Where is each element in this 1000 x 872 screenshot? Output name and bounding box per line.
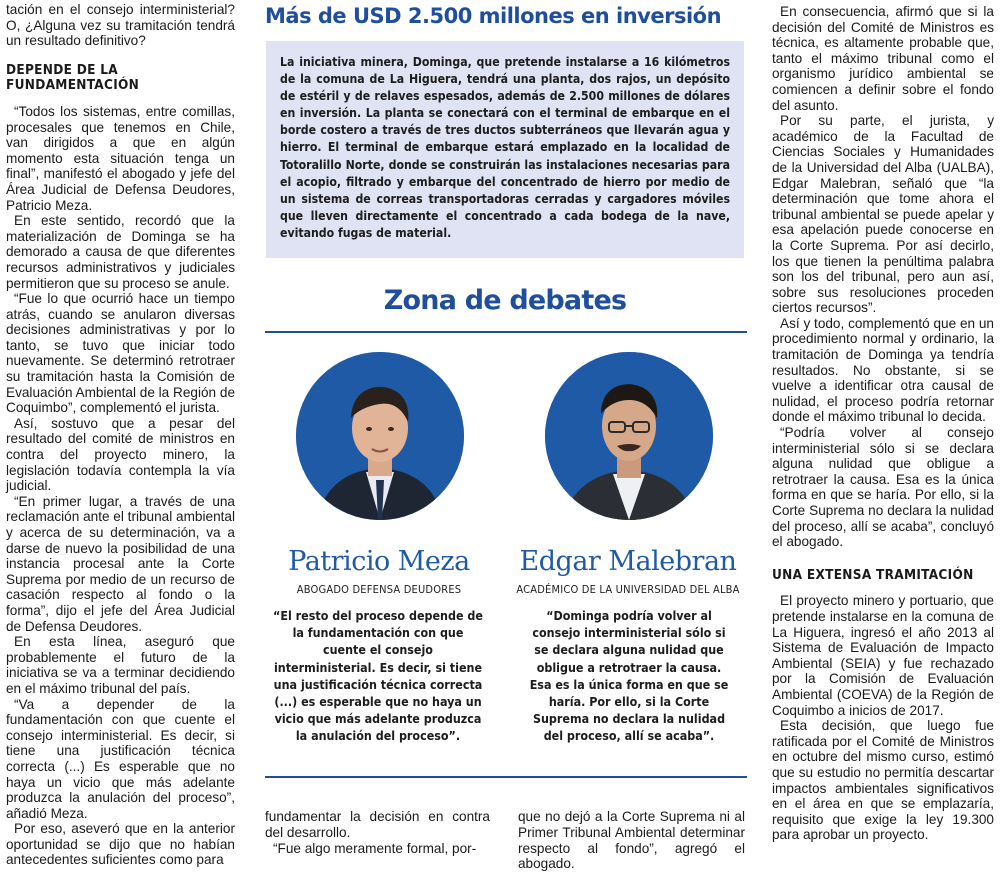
right-paragraph: Así y todo, complementó que en un procedimiento normal y ordinario, la tramitación de Dominga ya tendría resultados. No obstante, si se vuelve a identificar otra causal de nulidad, el proceso podría retornar donde el máximo tribunal lo decida. bbox=[772, 315, 994, 425]
left-column bbox=[6, 2, 235, 868]
investment-box-text: La iniciativa minera, Dominga, que pretende instalarse a 16 kilómetros de la comuna de La Higuera, tendrá una planta, dos rajos, un depósito de estéril y de relaves espesados, además de 2.500 millones de dólares en inversión. La planta se conectará con el terminal de embarque en el borde costero a través de tres ductos subterráneos que llevarán agua y hierro. El terminal de embarque estará emplazado en la localidad de Totoralillo Norte, donde se construirán las instalaciones necesarias para el acopio, filtrado y embarque del concentrado de hierro por medio de un sistema de correas transportadoras cerradas y cargadores móviles que lleven directamente el concentrado a cada bodega de la nave, evitando fugas de material. bbox=[280, 55, 730, 240]
right-column bbox=[772, 4, 994, 843]
left-paragraph: “Va a depender de la fundamentación con que cuente el consejo interministerial. Es decir, si tiene una justificación técnica correcta (...) Es esperable que no haya un vicio que más adelante produzca la anulación del proceso”, añadió Meza. bbox=[6, 696, 235, 821]
right-section-heading: UNA EXTENSA TRAMITACIÓN bbox=[772, 566, 974, 583]
right-paragraph: Por su parte, el jurista, y académico de la Facultad de Ciencias Sociales y Humanidades de la Universidad del Alba (UALBA), Edgar Malebran, señaló que “la determinación que tome ahora el tribunal ambiental se puede apelar y esa apelación puede conocerse en la Corte Suprema. Por así decirlo, los que tienen la penúltima palabra son los del tribunal, pero aun así, sobre sus resoluciones proceden ciertos recursos”. bbox=[772, 113, 994, 316]
left-intro-paragraph: tación en el consejo interministerial? O, ¿Alguna vez su tramitación tendrá un resultado definitivo? bbox=[6, 2, 235, 49]
portrait-patricio-meza bbox=[296, 352, 464, 520]
divider-top bbox=[265, 331, 747, 333]
person1-name: Patricio Meza bbox=[288, 546, 470, 577]
left-paragraph: “Todos los sistemas, entre comillas, procesales que tenemos en Chile, van dirigidos a que en algún momento esta situación tenga un final”, manifestó el abogado y jefe del Área Judicial de Defensa Deudores, Patricio Meza. bbox=[6, 103, 235, 213]
person2-role: ACADÉMICO DE LA UNIVERSIDAD DEL ALBA bbox=[516, 583, 740, 596]
left-paragraph: “En primer lugar, a través de una reclamación ante el tribunal ambiental y acerca de su determinación, va a darse de nuevo la posibilidad de una instancia procesal ante la Corte Suprema por medio de un recurso de casación respecto al fondo o la forma”, dijo el jefe del Área Judicial de Defensa Deudores. bbox=[6, 493, 235, 634]
investment-info-box bbox=[266, 41, 744, 258]
center-bottom-column-1 bbox=[265, 809, 490, 856]
debate-zone-title: Zona de debates bbox=[383, 285, 627, 316]
bottom-paragraph: fundamentar la decisión en contra del desarrollo. bbox=[265, 809, 490, 840]
person1-quote: “El resto del proceso depende de la fundamentación con que cuente el consejo interministerial. Es decir, si tiene una justificación técnica correcta (...) es esperable que no haya un vicio que más adelante produzca la anulación del proceso”. bbox=[273, 608, 483, 744]
left-paragraph: En este sentido, recordó que la materialización de Dominga se ha demorado a causa de que diferentes recursos administrativos y judiciales permitieron que su proceso se anule. bbox=[6, 213, 235, 291]
person2-name: Edgar Malebran bbox=[519, 546, 737, 577]
right-paragraph: “Podría volver al consejo interministerial sólo si se declara alguna nulidad que obligue a retrotraer la causa. Esa es la única forma en que se haría. Por ello, si la Corte Suprema no declara la nulidad del proceso, allí se acaba”, concluyó el abogado. bbox=[772, 425, 994, 550]
right-paragraph: Esta decisión, que luego fue ratificada por el Comité de Ministros en octubre del mismo curso, estimó que su estudio no permitía descartar impactos ambientales significativos en el área en que se emplazaría, requisito que exige la ley 19.300 para aprobar un proyecto. bbox=[772, 718, 994, 843]
left-paragraph: Por eso, aseveró que en la anterior oportunidad se dijo que no habían antecedentes suficientes como para bbox=[6, 821, 235, 868]
right-paragraph: El proyecto minero y portuario, que pretende instalarse en la comuna de La Higuera, ingresó el año 2013 al Sistema de Evaluación de Impacto Ambiental (SEIA) y fue rechazado por la Comisión de Evaluación Ambiental (COEVA) de la Región de Coquimbo a inicios de 2017. bbox=[772, 593, 994, 718]
investment-headline: Más de USD 2.500 millones en inversión bbox=[265, 4, 722, 28]
person2-quote: “Dominga podría volver al consejo interministerial sólo si se declara alguna nulidad que obligue a retrotraer la causa. Esa es la única forma en que se haría. Por ello, si la Corte Suprema no declara la nulidad del proceso, allí se acaba”. bbox=[529, 608, 729, 744]
left-paragraph: Así, sostuvo que a pesar del resultado del comité de ministros en contra del proyecto minero, la legislación todavía contempla la vía judicial. bbox=[6, 415, 235, 494]
bottom-paragraph: que no dejó a la Corte Suprema ni al Primer Tribunal Ambiental determinar respecto al fondo”, agregó el abogado. bbox=[518, 809, 745, 872]
bottom-paragraph: “Fue algo meramente formal, por- bbox=[273, 840, 477, 856]
portrait-edgar-malebran bbox=[545, 352, 713, 520]
left-paragraph: En esta línea, aseguró que probablemente el futuro de la iniciativa se va a terminar decidiendo en el máximo tribunal del país. bbox=[6, 634, 235, 696]
person1-role: ABOGADO DEFENSA DEUDORES bbox=[296, 583, 462, 596]
left-section-heading: DEPENDE DE LA FUNDAMENTACIÓN bbox=[6, 61, 140, 94]
divider-bottom bbox=[265, 776, 747, 778]
right-paragraph: En consecuencia, afirmó que si la decisión del Comité de Ministros es técnica, es altamente probable que, tanto el máximo tribunal como el organismo jurídico ambiental se comiencen a definir sobre el fondo del asunto. bbox=[772, 4, 994, 113]
left-paragraph: “Fue lo que ocurrió hace un tiempo atrás, cuando se anularon diversas decisiones administrativas y por lo tanto, se tuvo que iniciar todo nuevamente. Se determinó retrotraer su tramitación hasta la Comisión de Evaluación Ambiental de la Región de Coquimbo”, complementó el jurista. bbox=[6, 291, 235, 416]
